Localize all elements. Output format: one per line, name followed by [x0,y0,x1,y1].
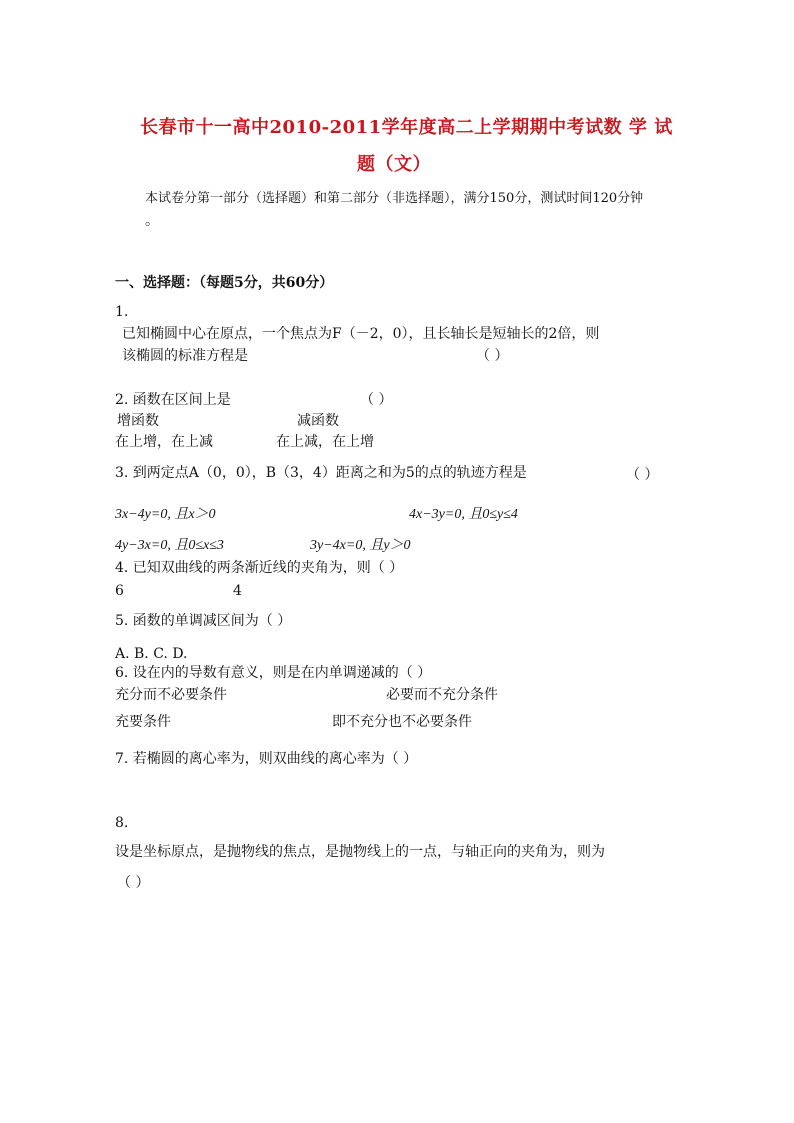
q6-option-b: 必要而不充分条件 [386,687,498,703]
exam-title-line1: 长春市十一高中2010-2011学年度高二上学期期中考试数 学 试 [140,117,673,138]
q4-option-a: 6 [115,583,124,599]
q4-option-b: 4 [233,583,242,599]
q4-stem: 4. 已知双曲线的两条渐近线的夹角为，则（ ） [115,560,404,576]
q3-option-c: 4y−3x=0, 且0≤x≤3 [115,538,224,553]
q1-answer-paren: （ ） [476,348,509,364]
q1-line2: 该椭圆的标准方程是 [122,348,248,364]
q8-line1: 设是坐标原点，是抛物线的焦点，是抛物线上的一点，与轴正向的夹角为，则为 [115,844,605,860]
section-heading: 一、选择题：（每题5分，共60分） [115,275,334,291]
intro-line2: 。 [145,213,159,229]
q6-option-c: 充要条件 [115,714,171,730]
q2-option-b: 减函数 [297,413,339,429]
q1-line1: 已知椭圆中心在原点，一个焦点为F（－2，0），且长轴长是短轴长的2倍，则 [122,326,600,342]
q8-number: 8. [115,815,129,831]
q6-option-a: 充分而不必要条件 [115,687,227,703]
exam-title-line2: 题（文） [357,154,431,175]
q3-stem: 3. 到两定点A（0，0），B（3，4）距离之和为5的点的轨迹方程是 [115,465,527,481]
q3-answer-paren: （ ） [626,467,659,483]
q6-stem: 6. 设在内的导数有意义，则是在内单调递减的（ ） [115,665,432,681]
intro-line1: 本试卷分第一部分（选择题）和第二部分（非选择题），满分150分，测试时间120分钟 [145,191,644,206]
q2-option-d: 在上减，在上增 [276,434,374,450]
q3-option-a: 3x−4y=0, 且x＞0 [115,507,216,522]
q1-number: 1. [115,304,129,320]
q5-stem: 5. 函数的单调减区间为（ ） [115,613,292,629]
q6-option-d: 即不充分也不必要条件 [332,714,472,730]
q2-answer-paren: （ ） [360,392,393,408]
q5-options: A. B. C. D. [115,646,188,662]
q3-option-b: 4x−3y=0, 且0≤y≤4 [409,507,518,522]
q2-option-a: 增函数 [117,413,159,429]
q8-answer-paren: （ ） [117,875,150,891]
q7-stem: 7. 若椭圆的离心率为，则双曲线的离心率为（ ） [115,751,418,767]
q3-option-d: 3y−4x=0, 且y＞0 [310,538,411,553]
q2-stem: 2. 函数在区间上是 [115,392,231,408]
q2-option-c: 在上增，在上减 [115,434,213,450]
